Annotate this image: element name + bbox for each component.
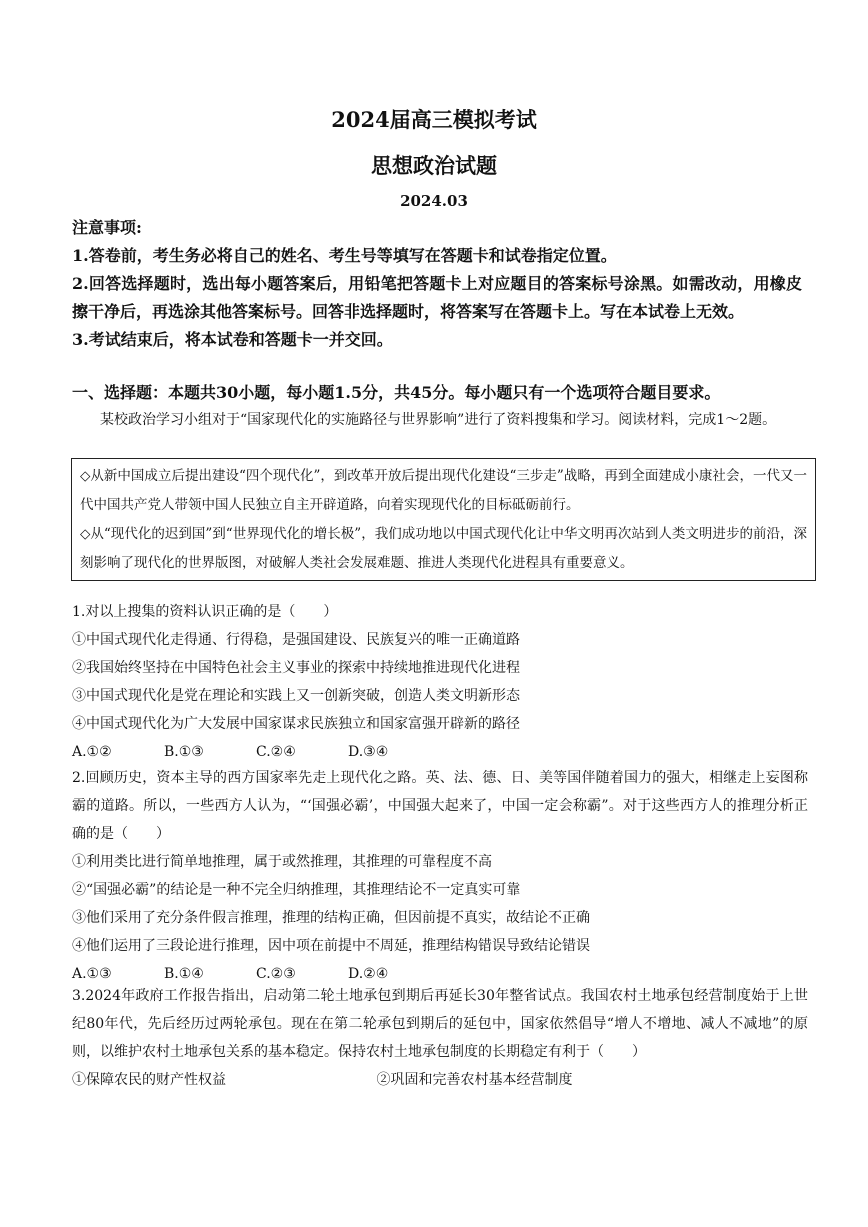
option-a[interactable]: A.①②	[72, 744, 112, 760]
question-stem: 1.对以上搜集的资料认识正确的是（ ）	[72, 604, 338, 620]
question-statement: ②我国始终坚持在中国特色社会主义事业的探索中持续地推进现代化进程	[72, 660, 520, 676]
exam-subtitle: 思想政治试题	[371, 153, 497, 178]
question-statement: ④中国式现代化为广大发展中国家谋求民族独立和国家富强开辟新的路径	[72, 716, 520, 732]
question-statement: ③他们采用了充分条件假言推理，推理的结构正确，但因前提不真实，故结论不正确	[72, 910, 590, 926]
question-1	[72, 598, 808, 766]
material-paragraph: ◇从“现代化的迟到国”到“世界现代化的增长极”，我们成功地以中国式现代化让中华文明再次站到人类文明进步的前沿，深刻影响了现代化的世界版图，对破解人类社会发展难题、推进人类现代化进程具有重要意义。	[80, 526, 807, 571]
option-b[interactable]: B.①③	[164, 744, 204, 760]
notice-item: 2.回答选择题时，选出每小题答案后，用铅笔把答题卡上对应题目的答案标号涂黑。如需改动，用橡皮擦干净后，再选涂其他答案标号。回答非选择题时，将答案写在答题卡上。写在本试卷上无效。	[72, 274, 802, 321]
question-statement: ③中国式现代化是党在理论和实践上又一创新突破，创造人类文明新形态	[72, 688, 520, 704]
question-3	[72, 982, 808, 1094]
option-d[interactable]: D.③④	[348, 744, 389, 760]
question-2	[72, 764, 808, 988]
exam-title: 2024届高三模拟考试	[331, 107, 537, 132]
question-statement: ②巩固和完善农村基本经营制度	[376, 1072, 573, 1088]
option-c[interactable]: C.②③	[256, 966, 296, 982]
question-statement: ①中国式现代化走得通、行得稳，是强国建设、民族复兴的唯一正确道路	[72, 632, 520, 648]
question-statement: ④他们运用了三段论进行推理，因中项在前提中不周延，推理结构错误导致结论错误	[72, 938, 590, 954]
notice-item: 3.考试结束后，将本试卷和答题卡一并交回。	[72, 330, 393, 349]
notice-heading: 注意事项:	[72, 218, 142, 237]
option-a[interactable]: A.①③	[72, 966, 112, 982]
question-statement: ①利用类比进行简单地推理，属于或然推理，其推理的可靠程度不高	[72, 854, 492, 870]
question-statement: ②“国强必霸”的结论是一种不完全归纳推理，其推理结论不一定真实可靠	[72, 882, 521, 898]
question-stem: 2.回顾历史，资本主导的西方国家率先走上现代化之路。英、法、德、日、美等国伴随着国力的强大，相继走上妄图称霸的道路。所以，一些西方人认为，“‘国强必霸’，中国强大起来了，中国一定会称霸”。对于这些西方人的推理分析正确的是（ ）	[72, 770, 808, 842]
question-stem: 3.2024年政府工作报告指出，启动第二轮土地承包到期后再延长30年整省试点。我国农村土地承包经营制度始于上世纪80年代，先后经历过两轮承包。现在在第二轮承包到期后的延包中，国家依然倡导“增人不增地、减人不减地”的原则，以维护农村土地承包关系的基本稳定。保持农村土地承包制度的长期稳定有利于（ ）	[72, 988, 808, 1060]
notice-item: 1.答卷前，考生务必将自己的姓名、考生号等填写在答题卡和试卷指定位置。	[72, 246, 617, 265]
material-paragraph: ◇从新中国成立后提出建设“四个现代化”，到改革开放后提出现代化建设“三步走”战略，再到全面建成小康社会，一代又一代中国共产党人带领中国人民独立自主开辟道路，向着实现现代化的目标砥砺前行。	[80, 468, 807, 513]
question-options	[72, 738, 808, 766]
section-heading: 一、选择题：本题共30小题，每小题1.5分，共45分。每小题只有一个选项符合题目要求。	[72, 383, 721, 402]
exam-date: 2024.03	[400, 192, 468, 210]
option-c[interactable]: C.②④	[256, 744, 296, 760]
question-statements-row	[72, 1066, 808, 1094]
material-intro: 某校政治学习小组对于“国家现代化的实施路径与世界影响”进行了资料搜集和学习。阅读材料，完成1～2题。	[100, 412, 777, 428]
material-box	[71, 458, 816, 581]
question-statement: ①保障农民的财产性权益	[72, 1072, 226, 1088]
notice-list	[72, 242, 802, 354]
option-d[interactable]: D.②④	[348, 966, 389, 982]
option-b[interactable]: B.①④	[164, 966, 204, 982]
